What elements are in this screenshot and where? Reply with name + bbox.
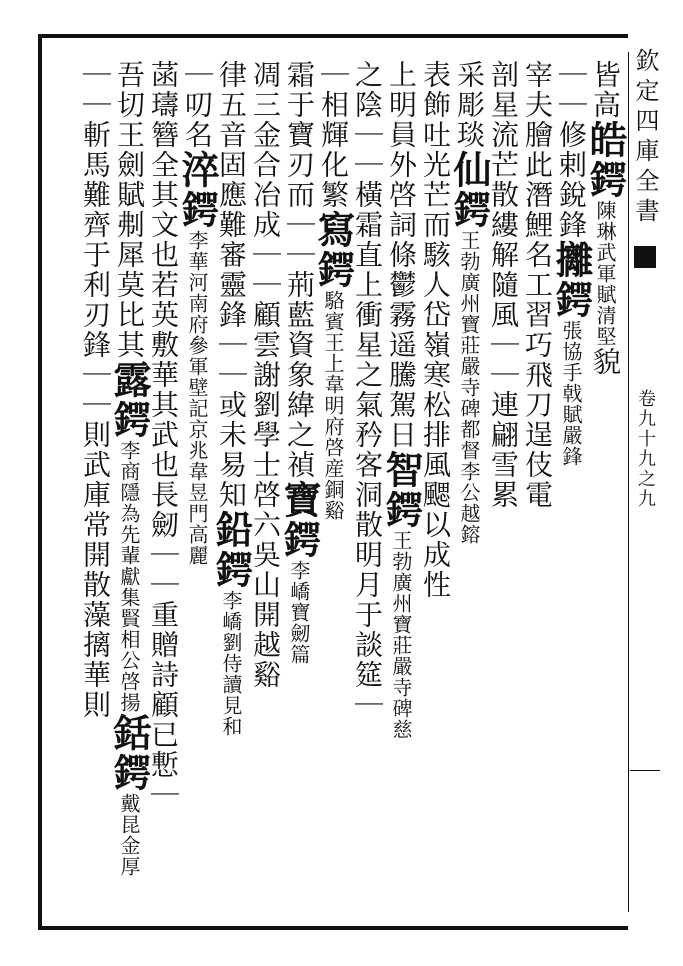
text-segment: 之陰｜｜橫霜直上衝星之氣 bbox=[351, 60, 384, 420]
text-segment: 而｜｜荊藍資象緯之禎 bbox=[283, 180, 316, 480]
text-segment: 霜于寶刃 bbox=[283, 60, 316, 180]
text-segment: 李華河南府參軍壁記京兆韋昱門高麗 bbox=[185, 230, 209, 566]
margin-header bbox=[630, 48, 660, 918]
headword: 寶鍔 bbox=[277, 480, 322, 560]
margin-tick bbox=[630, 770, 660, 771]
text-segment: 吾切王劍賦刜犀莫比其 bbox=[113, 60, 146, 360]
text-segment: 駱賓王上韋明府啓産銅谿 bbox=[321, 290, 345, 521]
text-segment: 鋒｜｜則武庫常開散藻摛華則 bbox=[79, 330, 112, 720]
headword: 智鍔 bbox=[379, 450, 424, 530]
text-segment: 剖星流芒散縷解隨風｜｜連翩雪累 bbox=[487, 60, 520, 510]
headword: 淬鍔 bbox=[175, 150, 220, 230]
text-segment: 菡璹簪 bbox=[147, 60, 180, 150]
headword: 攡鍔 bbox=[549, 240, 594, 320]
text-segment: 貌 bbox=[589, 347, 622, 377]
headword: 銛鍔 bbox=[107, 713, 152, 793]
text-segment: 上明員外啓詞條鬱霧遥騰駕日 bbox=[385, 60, 418, 450]
headword: 仙鍔 bbox=[447, 150, 492, 230]
text-segment: 戴昆金厚 bbox=[117, 793, 141, 877]
headword: 皓鍔 bbox=[583, 120, 628, 200]
text-segment: ｜｜修剌銳鋒 bbox=[555, 60, 588, 240]
text-segment: 律五音固應難審靈鋒｜｜或未易知 bbox=[215, 60, 248, 510]
text-segment: 李嶠劉侍讀見和 bbox=[219, 590, 243, 737]
text-segment: ｜｜斬馬難齊于利刃 bbox=[79, 60, 112, 330]
text-segment: 王勃廣州寶莊嚴寺碑慈 bbox=[389, 530, 413, 740]
text-segment: 陳琳武軍賦清堅 bbox=[593, 200, 617, 347]
headword: 鉛鍔 bbox=[209, 510, 254, 590]
book-title: 欽定四庫全書 bbox=[631, 48, 659, 228]
text-segment: 采彫琰 bbox=[453, 60, 486, 150]
text-segment: 張協手戟賦嚴鋒 bbox=[559, 320, 583, 467]
headword: 露鍔 bbox=[107, 360, 152, 440]
text-segment: 李嶠寶劒篇 bbox=[287, 560, 311, 665]
text-segment: 李商隱為先輩獻集賢相公啓揚 bbox=[117, 440, 141, 713]
text-column bbox=[72, 60, 118, 920]
text-segment: ｜叨名 bbox=[181, 60, 214, 150]
text-segment: 吐光芒而駭人岱嶺寒松排風颸以成性 bbox=[419, 120, 452, 600]
text-segment: ｜相輝化繁 bbox=[317, 60, 350, 210]
text-segment: 矜客洞散明月于談筵｜ bbox=[351, 420, 384, 720]
headword: 寫鍔 bbox=[311, 210, 356, 290]
text-segment: 凋三金合冶成｜｜顧雲謝劉學士啓六 bbox=[249, 60, 282, 540]
text-segment: 皆高 bbox=[589, 60, 622, 120]
text-segment: 表飾 bbox=[419, 60, 452, 120]
text-segment: 重贈詩顧已慙｜ bbox=[147, 600, 180, 810]
text-segment: 吳山開越谿 bbox=[249, 540, 282, 690]
margin-rule bbox=[628, 52, 629, 912]
fish-tail-mark bbox=[634, 246, 656, 268]
text-segment: 宰夫膾此潛鯉名工習巧飛刀逞伎電 bbox=[521, 60, 554, 510]
text-segment: 全其文也若英敷華其武也長劒｜｜ bbox=[147, 150, 180, 600]
text-segment: 王勃廣州寶莊嚴寺碑都督李公越鎔 bbox=[457, 230, 481, 545]
volume-label: 卷九十九之九 bbox=[635, 388, 656, 509]
